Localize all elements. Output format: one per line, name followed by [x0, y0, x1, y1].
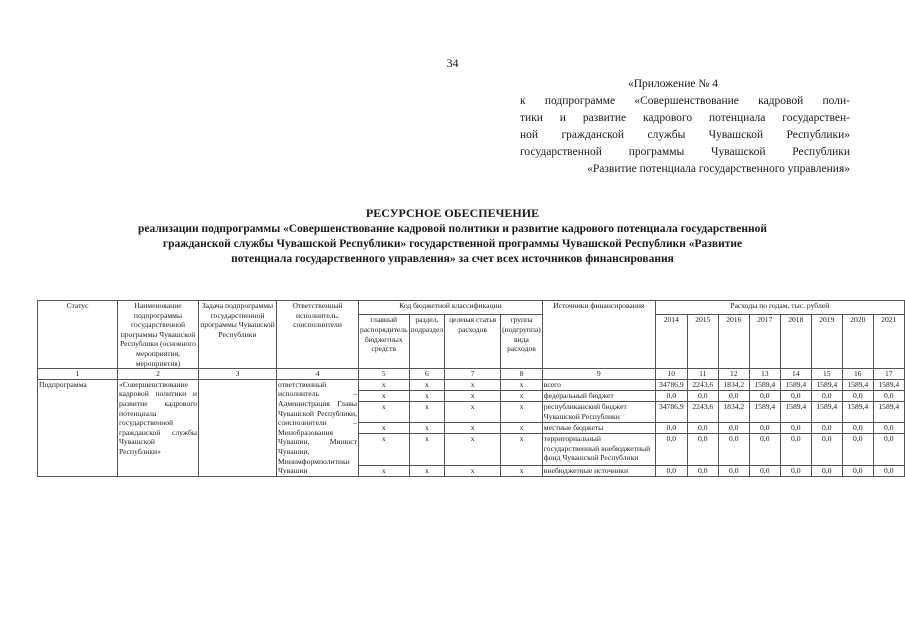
subtitle-line: гражданской службы Чувашской Республики» государственной программы Чувашской Республики «Развитие — [162, 238, 743, 250]
column-number: 9 — [542, 369, 655, 380]
column-number: 13 — [749, 369, 780, 380]
budget-code-mark: x — [359, 390, 410, 401]
funding-source: всего — [542, 379, 655, 390]
expense-value: 1834,2 — [718, 379, 749, 390]
document-title: РЕСУРСНОЕ ОБЕСПЕЧЕНИЕ — [365, 206, 540, 220]
expense-value: 0,0 — [718, 423, 749, 434]
row-name: «Совершенствование кадровой политики и развитие кадрового потенциала государственной гражданской службы Чувашской Республики» — [118, 379, 199, 476]
expense-value: 0,0 — [842, 434, 873, 465]
expense-value: 1589,4 — [842, 401, 873, 422]
budget-code-mark: x — [409, 401, 445, 422]
column-number: 17 — [873, 369, 904, 380]
expense-value: 0,0 — [811, 423, 842, 434]
expense-value: 0,0 — [842, 465, 873, 476]
page-number: 34 — [446, 56, 459, 70]
header-status: Статус — [38, 301, 118, 369]
expense-value: 0,0 — [687, 390, 718, 401]
expense-value: 0,0 — [873, 390, 904, 401]
budget-code-mark: x — [359, 401, 410, 422]
header-year: 2015 — [687, 315, 718, 369]
budget-code-mark: x — [445, 401, 501, 422]
appendix-line: «Приложение № 4 — [628, 78, 718, 90]
header-year: 2016 — [718, 315, 749, 369]
header-vr: группа (подгруппа) вида расходов — [501, 315, 543, 369]
expense-value: 0,0 — [842, 423, 873, 434]
expense-value: 0,0 — [718, 434, 749, 465]
header-rz: раздел, подраздел — [409, 315, 445, 369]
column-number: 15 — [811, 369, 842, 380]
budget-code-mark: x — [359, 379, 410, 390]
header-expenses: Расходы по годам, тыс. рублей — [655, 301, 904, 315]
expense-value: 0,0 — [780, 434, 811, 465]
budget-code-mark: x — [501, 379, 543, 390]
table-row — [38, 379, 905, 390]
resource-table — [37, 300, 905, 477]
expense-value: 0,0 — [842, 390, 873, 401]
column-number: 1 — [38, 369, 118, 380]
column-number: 14 — [780, 369, 811, 380]
expense-value: 0,0 — [749, 423, 780, 434]
column-number: 11 — [687, 369, 718, 380]
expense-value: 1589,4 — [780, 401, 811, 422]
header-year: 2018 — [780, 315, 811, 369]
header-year: 2014 — [655, 315, 687, 369]
column-number: 6 — [409, 369, 445, 380]
header-year: 2019 — [811, 315, 842, 369]
budget-code-mark: x — [359, 423, 410, 434]
header-csr: целевая статья расходов — [445, 315, 501, 369]
expense-value: 1589,4 — [749, 401, 780, 422]
subtitle-line: потенциала государственного управления» за счет всех источников финансирования — [231, 253, 674, 265]
header-year: 2021 — [873, 315, 904, 369]
appendix-line: государственной программы Чувашской Республики — [520, 146, 850, 158]
expense-value: 1589,4 — [811, 401, 842, 422]
column-number: 16 — [842, 369, 873, 380]
row-task — [199, 379, 277, 476]
expense-value: 0,0 — [749, 390, 780, 401]
appendix-line: «Развитие потенциала государственного управления» — [587, 163, 850, 175]
expense-value: 1589,4 — [842, 379, 873, 390]
expense-value: 0,0 — [749, 434, 780, 465]
budget-code-mark: x — [409, 423, 445, 434]
budget-code-mark: x — [501, 423, 543, 434]
expense-value: 34786,9 — [655, 401, 687, 422]
expense-value: 1589,4 — [873, 379, 904, 390]
budget-code-mark: x — [445, 465, 501, 476]
header-budget-code: Код бюджетной классификации — [359, 301, 543, 315]
document-subtitle — [50, 222, 855, 267]
column-number: 2 — [118, 369, 199, 380]
budget-code-mark: x — [359, 434, 410, 465]
column-number: 7 — [445, 369, 501, 380]
expense-value: 1589,4 — [811, 379, 842, 390]
appendix-line: ной гражданской службы Чувашской Республики» — [520, 129, 850, 141]
expense-value: 0,0 — [687, 465, 718, 476]
column-number: 10 — [655, 369, 687, 380]
expense-value: 0,0 — [655, 423, 687, 434]
expense-value: 0,0 — [780, 390, 811, 401]
budget-code-mark: x — [409, 390, 445, 401]
header-executor: Ответственный исполнитель, соисполнители — [277, 301, 359, 369]
appendix-line: тики и развитие кадрового потенциала государствен- — [520, 112, 850, 124]
expense-value: 0,0 — [718, 465, 749, 476]
budget-code-mark: x — [501, 434, 543, 465]
budget-code-mark: x — [501, 390, 543, 401]
budget-code-mark: x — [445, 379, 501, 390]
funding-source: федеральный бюджет — [542, 390, 655, 401]
expense-value: 34786,9 — [655, 379, 687, 390]
header-name: Наименование подпрограммы государственной программы Чувашской Республики (основного мероприятия, мероприятия) — [118, 301, 199, 369]
funding-source: местные бюджеты — [542, 423, 655, 434]
column-number: 8 — [501, 369, 543, 380]
column-number: 3 — [199, 369, 277, 380]
header-year: 2017 — [749, 315, 780, 369]
expense-value: 0,0 — [687, 423, 718, 434]
budget-code-mark: x — [409, 465, 445, 476]
budget-code-mark: x — [359, 465, 410, 476]
expense-value: 0,0 — [780, 423, 811, 434]
expense-value: 0,0 — [780, 465, 811, 476]
expense-value: 2243,6 — [687, 401, 718, 422]
header-year: 2020 — [842, 315, 873, 369]
row-executor: ответственный исполнитель – Администрация Главы Чувашской Республики, соисполнители – Минобразования Чувашии, Минюст Чувашии, Минимформполитики Чувашии — [278, 379, 357, 476]
expense-value: 0,0 — [687, 434, 718, 465]
expense-value: 1589,4 — [873, 401, 904, 422]
funding-source: территориальный государственный внебюджетный фонд Чувашской Республики — [542, 434, 655, 465]
budget-code-mark: x — [445, 390, 501, 401]
expense-value: 0,0 — [749, 465, 780, 476]
subtitle-line: реализации подпрограммы «Совершенствование кадровой политики и развитие кадрового потенциала государственной — [137, 223, 768, 235]
header-task: Задача подпрограммы государственной программы Чувашской Республики — [199, 301, 277, 369]
column-number: 12 — [718, 369, 749, 380]
header-gr: главный распорядитель бюджетных средств — [359, 315, 410, 369]
funding-rows — [38, 379, 905, 476]
expense-value: 0,0 — [655, 390, 687, 401]
expense-value: 0,0 — [811, 390, 842, 401]
expense-value: 0,0 — [873, 465, 904, 476]
appendix-line: к подпрограмме «Совершенствование кадровой поли- — [520, 95, 850, 107]
expense-value: 1589,4 — [780, 379, 811, 390]
expense-value: 1589,4 — [749, 379, 780, 390]
row-status: Подпрограмма — [38, 379, 118, 476]
expense-value: 0,0 — [873, 423, 904, 434]
budget-code-mark: x — [445, 423, 501, 434]
budget-code-mark: x — [501, 465, 543, 476]
expense-value: 0,0 — [873, 434, 904, 465]
expense-value: 0,0 — [811, 465, 842, 476]
funding-source: республиканский бюджет Чувашской Республики — [542, 401, 655, 422]
column-numbers-row — [38, 369, 905, 380]
expense-value: 0,0 — [718, 390, 749, 401]
budget-code-mark: x — [409, 434, 445, 465]
appendix-note — [520, 76, 850, 178]
header-sources: Источники финансирования — [542, 301, 655, 369]
expense-value: 1834,2 — [718, 401, 749, 422]
budget-code-mark: x — [501, 401, 543, 422]
expense-value: 0,0 — [811, 434, 842, 465]
expense-value: 0,0 — [655, 434, 687, 465]
funding-source: внебюджетные источники — [542, 465, 655, 476]
expense-value: 0,0 — [655, 465, 687, 476]
expense-value: 2243,6 — [687, 379, 718, 390]
column-number: 5 — [359, 369, 410, 380]
budget-code-mark: x — [445, 434, 501, 465]
budget-code-mark: x — [409, 379, 445, 390]
column-number: 4 — [277, 369, 359, 380]
